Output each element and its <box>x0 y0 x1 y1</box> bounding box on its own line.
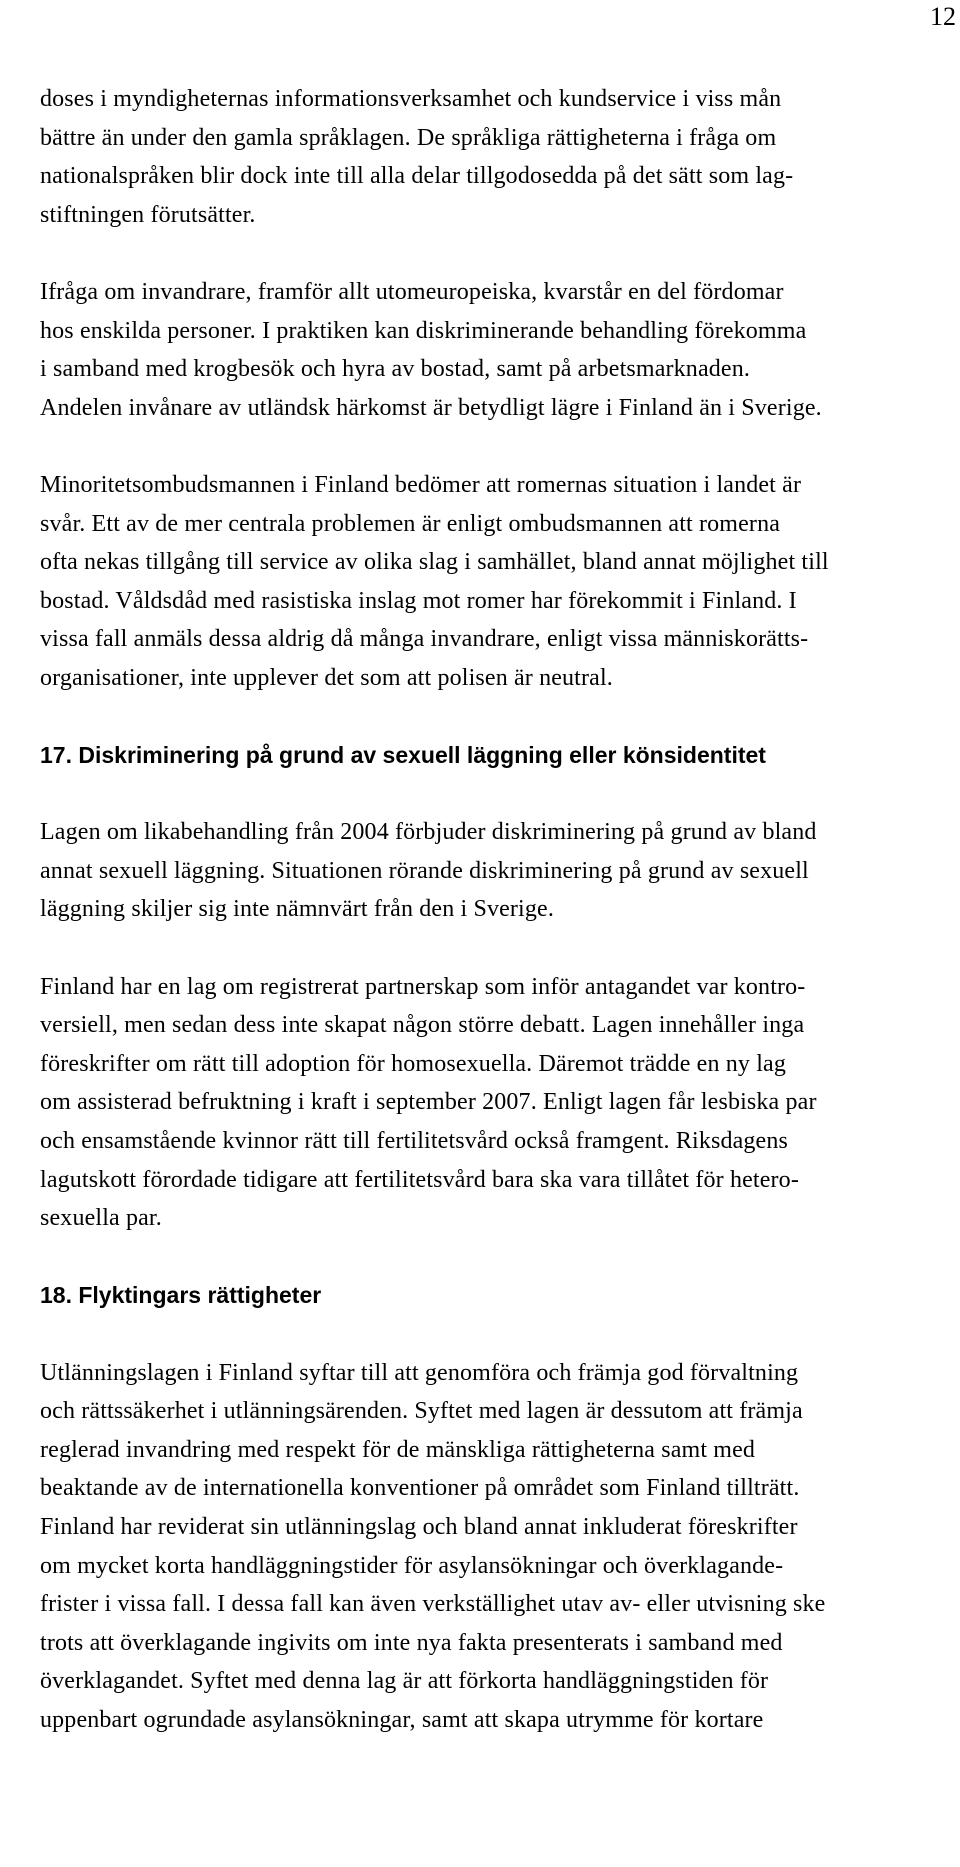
text-line: Minoritetsombudsmannen i Finland bedömer att romernas situation i landet är <box>40 471 802 498</box>
text-line: om mycket korta handläggningstider för asylansökningar och överklagande- <box>40 1552 784 1579</box>
text-line: Utlänningslagen i Finland syftar till att genomföra och främja god förvaltning <box>40 1359 799 1386</box>
section-heading <box>40 1276 955 1315</box>
text-line: frister i vissa fall. I dessa fall kan även verkställighet utav av- eller utvisning ske <box>40 1591 826 1618</box>
text-line: beaktande av de internationella konventioner på området som Finland tillträtt. <box>40 1475 800 1502</box>
text-line: 18. Flyktingars rättigheter <box>40 1282 322 1309</box>
section-heading <box>40 736 955 775</box>
text-line: Finland har en lag om registrerat partnerskap som inför antagandet var kontro- <box>40 973 806 1000</box>
page-number: 12 <box>930 2 956 31</box>
text-line: i samband med krogbesök och hyra av bostad, samt på arbetsmarknaden. <box>40 356 750 383</box>
text-line: om assisterad befruktning i kraft i september 2007. Enligt lagen får lesbiska par <box>40 1089 817 1116</box>
text-line: uppenbart ogrundade asylansökningar, samt att skapa utrymme för kortare <box>40 1706 764 1733</box>
paragraph <box>40 273 955 427</box>
text-line: trots att överklagande ingivits om inte nya fakta presenterats i samband med <box>40 1629 783 1656</box>
text-line: Finland har reviderat sin utlänningslag och bland annat inkluderat föreskrifter <box>40 1513 798 1540</box>
text-line: Lagen om likabehandling från 2004 förbjuder diskriminering på grund av bland <box>40 819 817 846</box>
text-line: nationalspråken blir dock inte till alla delar tillgodosedda på det sätt som lag- <box>40 163 794 190</box>
text-line: och ensamstående kvinnor rätt till fertilitetsvård också framgent. Riksdagens <box>40 1128 789 1155</box>
text-line: bättre än under den gamla språklagen. De språkliga rättigheterna i fråga om <box>40 124 777 151</box>
text-line: stiftningen förutsätter. <box>40 201 256 228</box>
text-line: ofta nekas tillgång till service av olika slag i samhället, bland annat möjlighet till <box>40 549 829 576</box>
text-line: reglerad invandring med respekt för de mänskliga rättigheterna samt med <box>40 1436 756 1463</box>
paragraph <box>40 80 955 234</box>
text-line: föreskrifter om rätt till adoption för homosexuella. Däremot trädde en ny lag <box>40 1050 786 1077</box>
text-line: hos enskilda personer. I praktiken kan diskriminerande behandling förekomma <box>40 317 807 344</box>
text-line: versiell, men sedan dess inte skapat någon större debatt. Lagen innehåller inga <box>40 1012 805 1039</box>
text-line: svår. Ett av de mer centrala problemen är enligt ombudsmannen att romerna <box>40 510 781 537</box>
text-line: doses i myndigheternas informationsverksamhet och kundservice i viss mån <box>40 86 782 112</box>
text-line: annat sexuell läggning. Situationen rörande diskriminering på grund av sexuell <box>40 857 809 884</box>
text-line: vissa fall anmäls dessa aldrig då många invandrare, enligt vissa människorätts- <box>40 626 809 653</box>
text-line: Ifråga om invandrare, framför allt utomeuropeiska, kvarstår en del fördomar <box>40 278 784 305</box>
text-line: sexuella par. <box>40 1205 162 1232</box>
document-body <box>40 80 955 1740</box>
paragraph <box>40 813 955 929</box>
paragraph <box>40 466 955 698</box>
text-line: och rättssäkerhet i utlänningsärenden. Syftet med lagen är dessutom att främja <box>40 1398 803 1425</box>
text-line: bostad. Våldsdåd med rasistiska inslag mot romer har förekommit i Finland. I <box>40 587 797 614</box>
text-line: lagutskott förordade tidigare att fertilitetsvård bara ska vara tillåtet för hetero- <box>40 1166 799 1193</box>
paragraph <box>40 968 955 1238</box>
text-line: 17. Diskriminering på grund av sexuell läggning eller könsidentitet <box>40 742 766 769</box>
text-line: överklagandet. Syftet med denna lag är att förkorta handläggningstiden för <box>40 1668 769 1695</box>
text-line: organisationer, inte upplever det som att polisen är neutral. <box>40 664 613 691</box>
text-line: Andelen invånare av utländsk härkomst är betydligt lägre i Finland än i Sverige. <box>40 394 822 421</box>
text-line: läggning skiljer sig inte nämnvärt från den i Sverige. <box>40 896 554 923</box>
paragraph <box>40 1354 955 1740</box>
